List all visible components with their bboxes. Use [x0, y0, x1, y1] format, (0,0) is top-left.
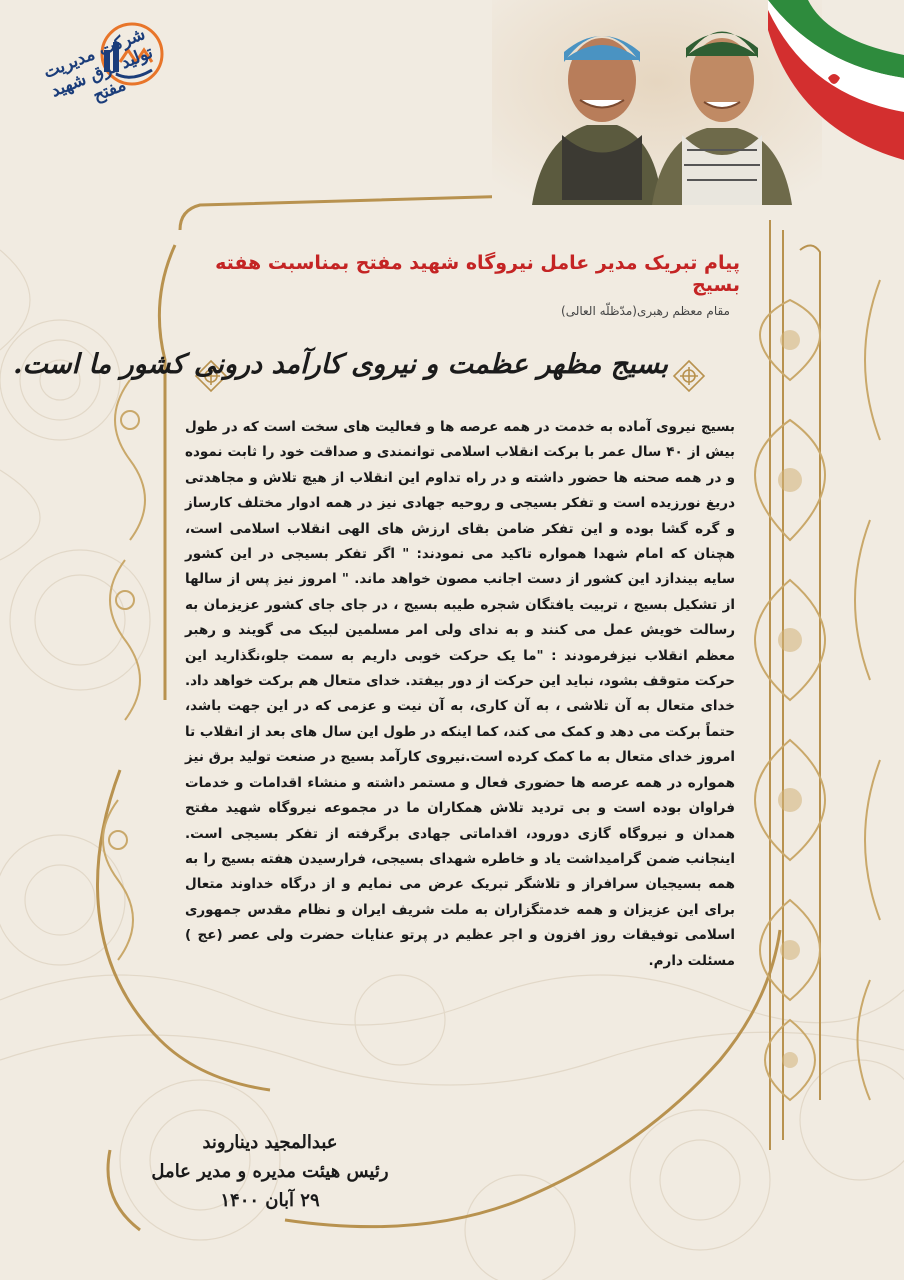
company-logo [12, 12, 182, 142]
iran-flag-icon [768, 0, 904, 160]
company-name: شرکت مدیریت تولید برق شهید مفتح [40, 23, 156, 107]
signer-name: عبدالمجید دیناروند [202, 1132, 338, 1153]
message-body: بسیج نیروی آماده به خدمت در همه عرصه ها و فعالیت های سخت است که در طول بیش از ۴۰ سال عمر با برکت انقلاب اسلامی توانمندی و صداقت خود را ثابت نموده و در همه صحنه ها حضور داشته و در راه تداوم این انقلاب از هیچ تلاش و مجاهدتی دریغ نورزیده است و تفکر بسیجی و روحیه جهادی نیز در همه ادوار مختلف کارساز و گره گشا بوده و این تفکر ضامن بقای ارزش های الهی انقلاب اسلامی است، هچنان که امام شهدا همواره تاکید می نمودند: " اگر تفکر بسیجی در این کشور سایه بیندازد این کشور از دست اجانب مصون خواهد ماند. " امروز نیز پس از سالها از تشکیل بسیج ، تربیت یافتگان شجره طیبه بسیج ، در جای جای کشور عزیزمان به رسالت خویش عمل می کنند و به ندای ولی امر مسلمین لبیک می گویند و رهبر معظم انقلاب نیزفرمودند : "ما یک حرکت خوبی داریم به سمت جلو،نگذارید این حرکت متوقف بشود، نباید این حرکت از دور بیفتد. خدای متعال هم برکت خواهد داد. خدای متعال به آن تلاشی ، به آن کاری، به آن نیت و عزمی که در این جهت باشد، حتماً برکت می دهد و کمک می کند، کما اینکه در طول این سال های بعد از انقلاب تا امروز خدای متعال به ما کمک کرده است.نیروی کارآمد بسیج در صنعت تولید برق نیز همواره در همه عرصه ها حضوری فعال و مستمر داشته و منشاء اقدامات و خدمات فراوان بوده است و بی تردید تلاش همکاران ما در مجموعه نیروگاه شهید مفتح همدان و نیروگاه گازی دورود، اقداماتی جهادی برگرفته از تفکر بسیجی است. اینجانب ضمن گرامیداشت یاد و خاطره شهدای بسیجی، فرارسیدن هفته بسیج را به همه بسیجیان سرافراز و تلاشگر تبریک عرض می نمایم و از درگاه خداوند متعال برای این عزیزان و همه خدمتگزاران به ملت شریف ایران و نظام مقدس جمهوری اسلامی توفیقات روز افزون و اجر عظیم در پرتو عنایات حضرت ولی عصر (عج ) مسئلت دارم. [185, 419, 735, 969]
signer-position: رئیس هیئت مدیره و مدیر عامل [151, 1161, 389, 1182]
leader-quote: بسیج مظهر عظمت و نیروی کارآمد درونی کشور ما است. [13, 349, 668, 380]
page-title: پیام تبریک مدیر عامل نیروگاه شهید مفتح بمناسبت هفته بسیج [215, 252, 740, 296]
signature-block [100, 1128, 440, 1215]
arabesque-ornament-icon [672, 359, 706, 393]
signature-date: ۲۹ آبان ۱۴۰۰ [220, 1190, 320, 1211]
quote-block [13, 345, 710, 405]
quote-source: مقام معظم رهبری(مدّظلّه العالی) [561, 304, 730, 318]
